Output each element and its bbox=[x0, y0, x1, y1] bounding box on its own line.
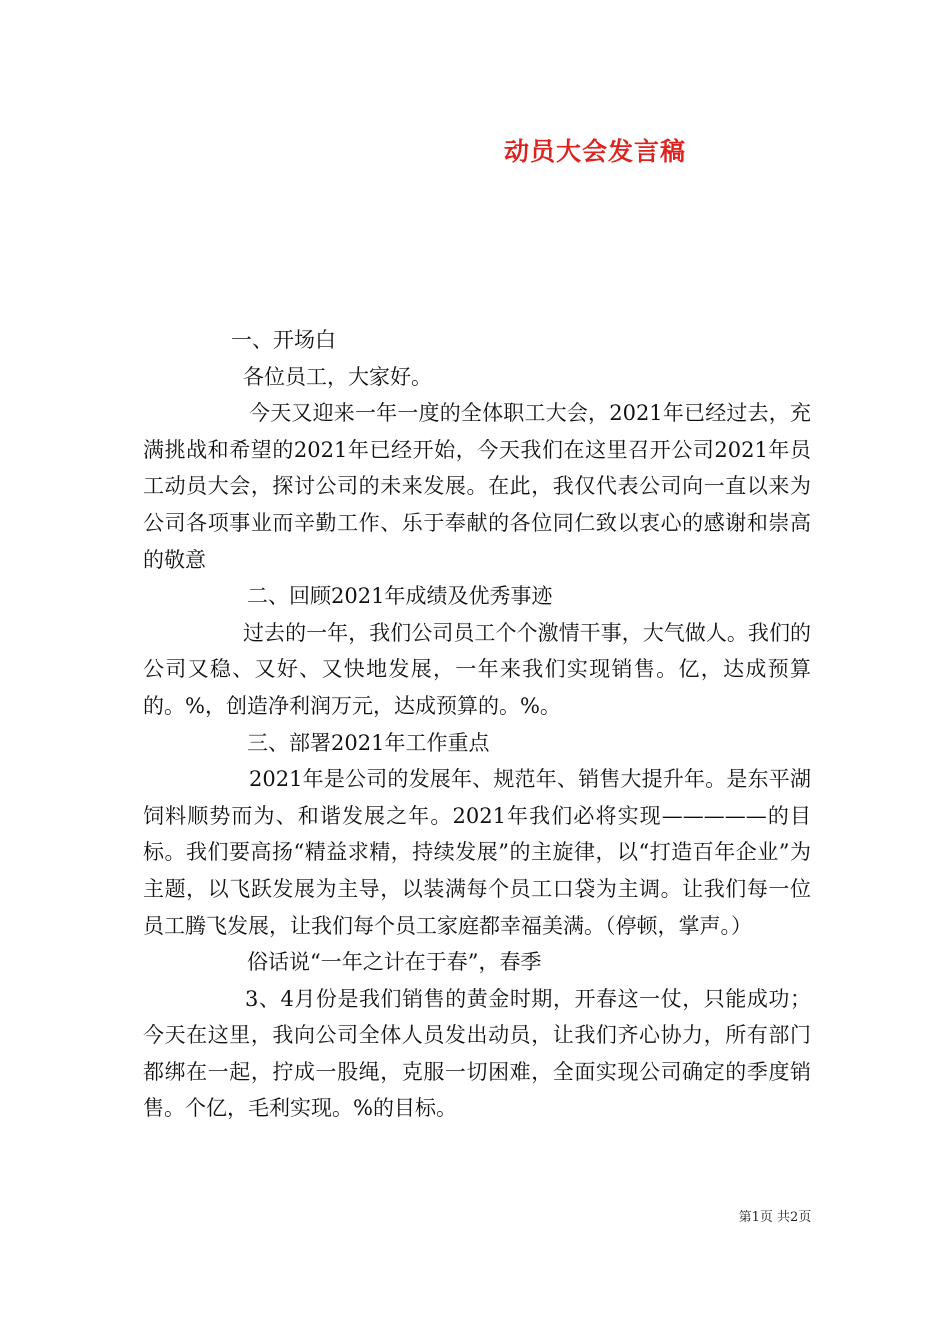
proverb-paragraph: 俗话说“一年之计在于春”，春季 bbox=[247, 950, 542, 975]
section-heading-plan: 三、部署2021年工作重点 bbox=[247, 730, 490, 755]
greeting-paragraph: 各位员工，大家好。 bbox=[243, 364, 432, 389]
spring-sales-paragraph: 3、4月份是我们销售的黄金时期，开春这一仗，只能成功；今天在这里，我向公司全体人员发出动员，让我们齐心协力，所有部门都绑在一起，拧成一股绳，克服一切困难，全面实现公司确定的季度销售。个亿，毛利实现。%的目标。 bbox=[143, 986, 811, 1121]
page-footer: 第1页 共2页 bbox=[738, 1210, 812, 1225]
section-heading-opening: 一、开场白 bbox=[231, 328, 336, 352]
section-heading-review: 二、回顾2021年成绩及优秀事迹 bbox=[247, 584, 553, 609]
document-body bbox=[143, 322, 811, 1127]
plan-paragraph: 2021年是公司的发展年、规范年、销售大提升年。是东平湖饲料顺势而为、和谐发展之年。2021年我们必将实现—————的目标。我们要高扬“精益求精，持续发展”的主旋律，以“打造百年企业”为主题，以飞跃发展为主导，以装满每个员工口袋为主调。让我们每一位员工腾飞发展，让我们每个员工家庭都幸福美满。（停顿，掌声。） bbox=[143, 767, 811, 938]
page-title: 动员大会发言稿 bbox=[503, 137, 686, 166]
intro-paragraph: 今天又迎来一年一度的全体职工大会，2021年已经过去，充满挑战和希望的2021年已经开始，今天我们在这里召开公司2021年员工动员大会，探讨公司的未来发展。在此，我仅代表公司向一直以来为公司各项事业而辛勤工作、乐于奉献的各位同仁致以衷心的感谢和崇高的敬意 bbox=[143, 401, 811, 572]
review-paragraph: 过去的一年，我们公司员工个个激情干事，大气做人。我们的公司又稳、又好、又快地发展，一年来我们实现销售。亿，达成预算的。%，创造净利润万元，达成预算的。%。 bbox=[143, 620, 811, 718]
